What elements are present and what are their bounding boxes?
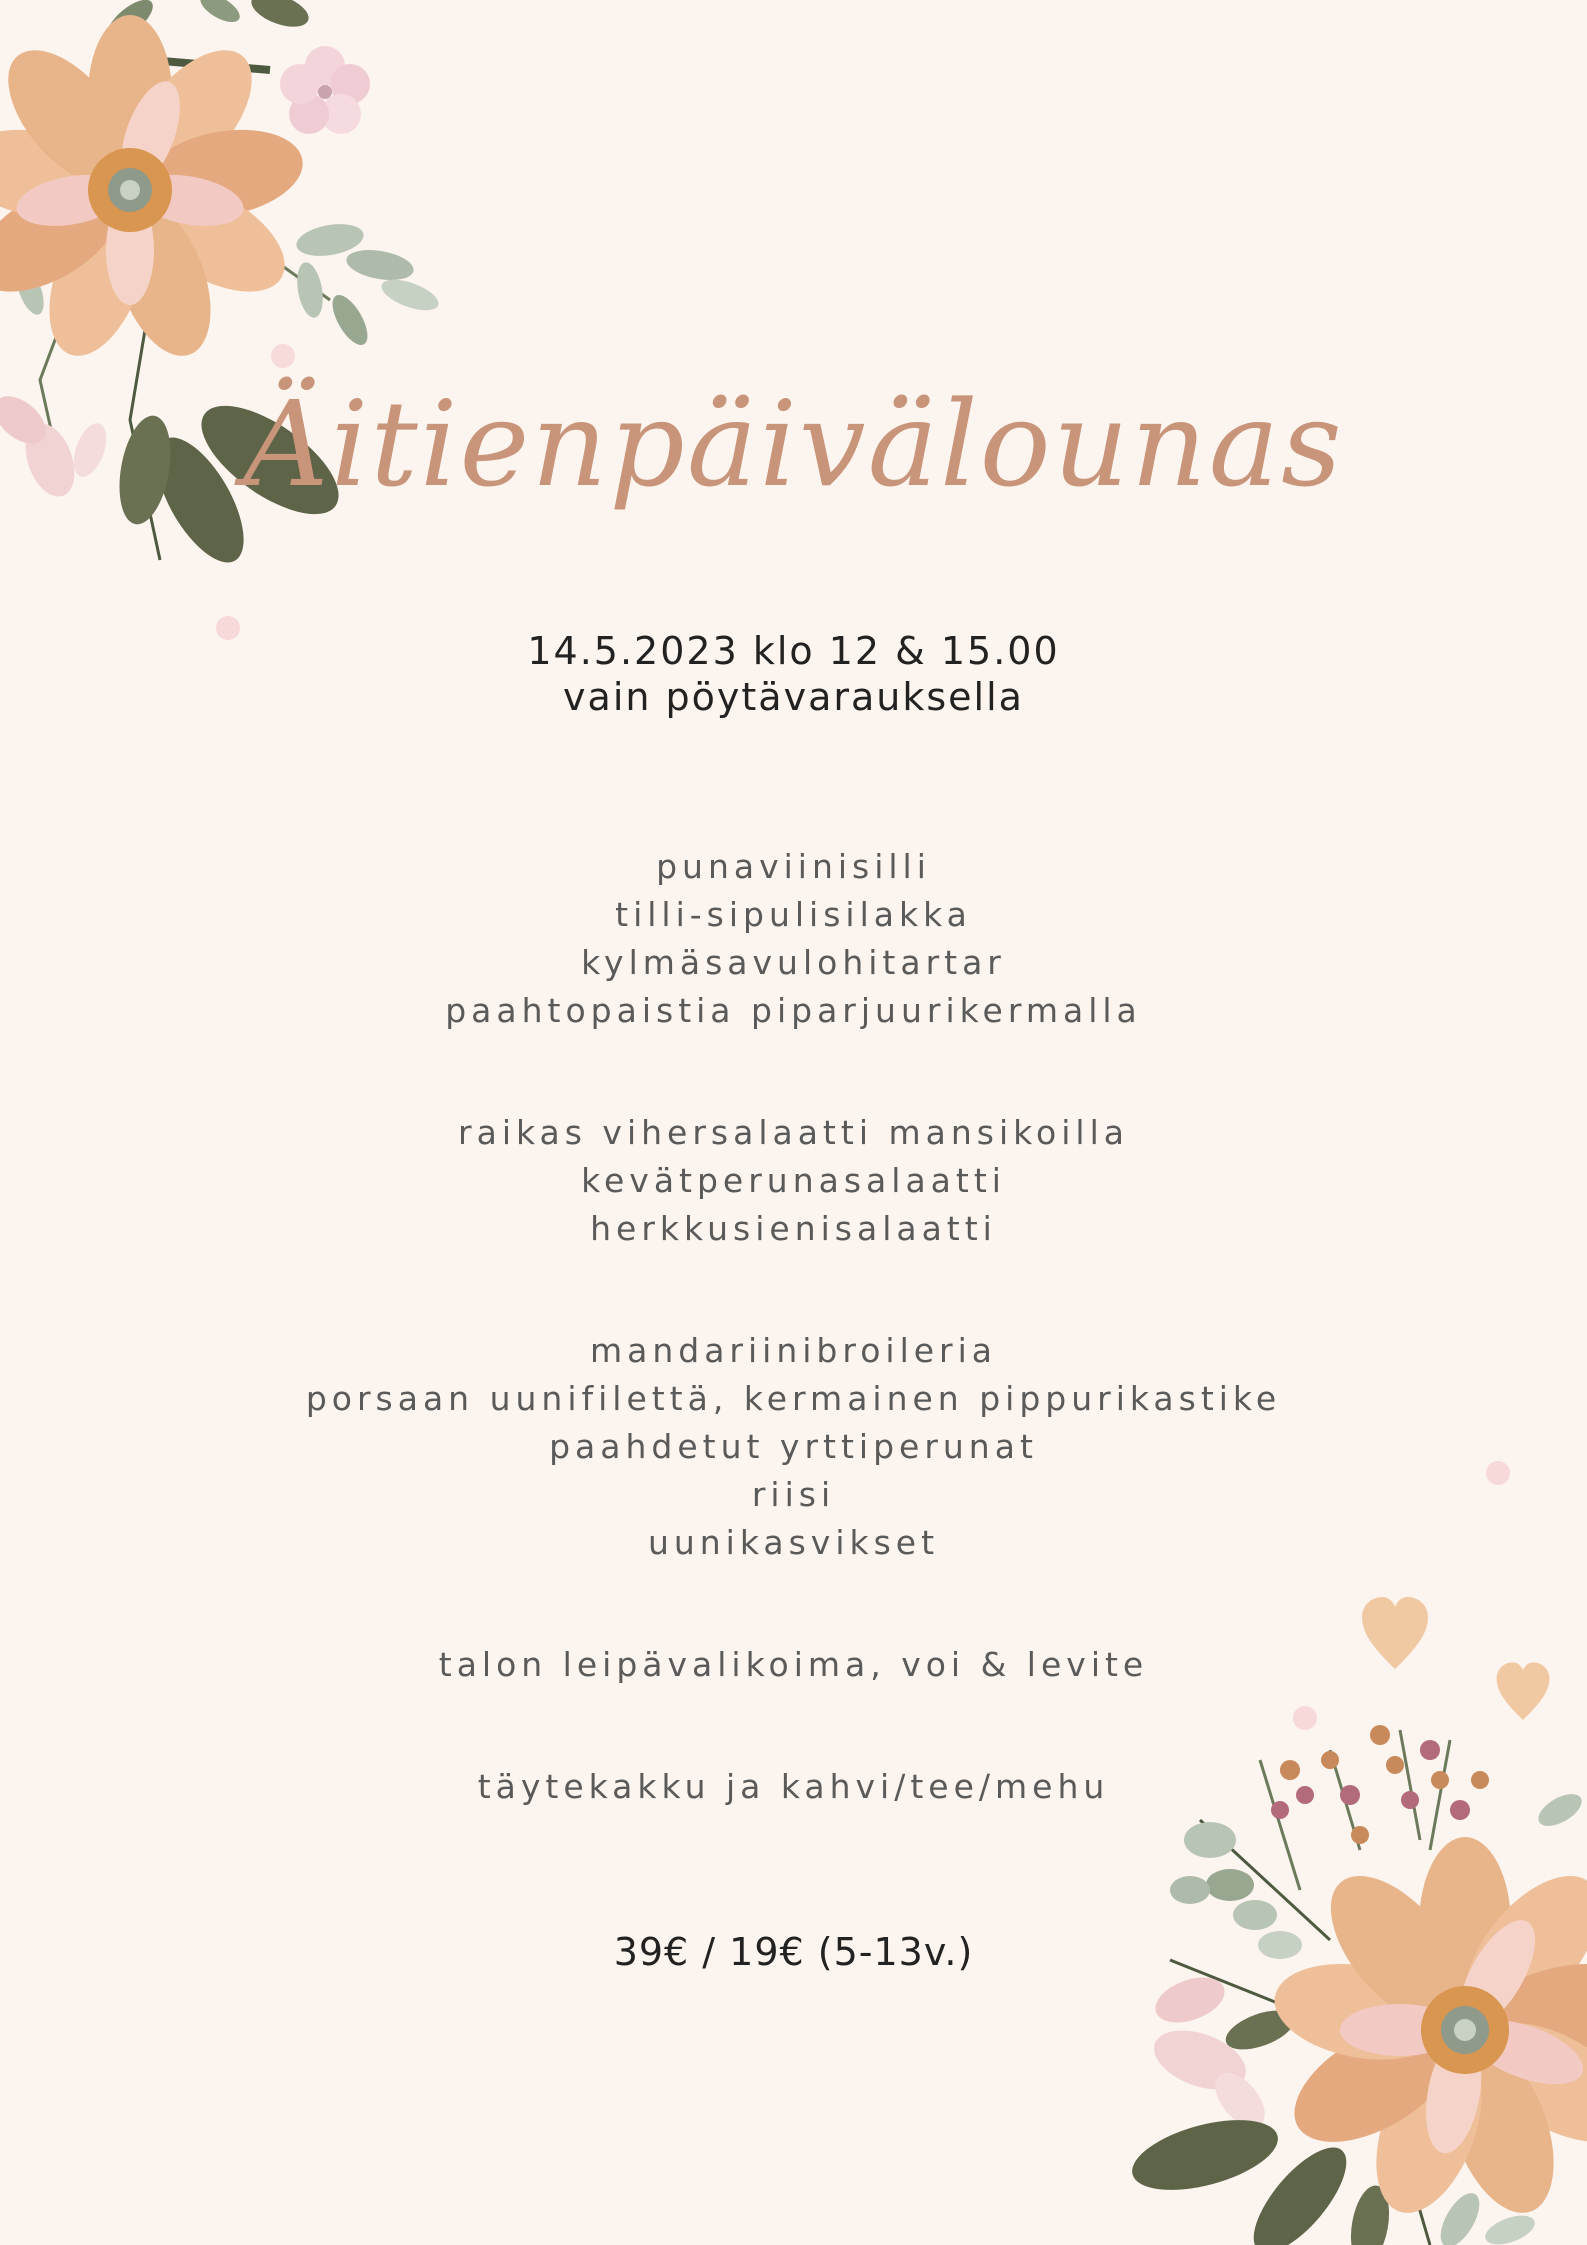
menu-item: mandariinibroileria [589, 1331, 998, 1370]
menu-item: kylmäsavulohitartar [581, 943, 1006, 982]
event-info [0, 628, 1587, 720]
menu-item: uunikasvikset [647, 1523, 940, 1562]
menu-item: riisi [751, 1475, 836, 1514]
reservation-note: vain pöytävarauksella [563, 675, 1024, 719]
page-title: Äitienpäivälounas [243, 375, 1344, 513]
menu-item: paahtopaistia piparjuurikermalla [445, 991, 1142, 1030]
menu-item: porsaan uunifilettä, kermainen pippurikastike [305, 1379, 1282, 1418]
menu-group-salads [0, 1109, 1587, 1253]
menu-group-starters [0, 843, 1587, 1035]
menu-item: herkkusienisalaatti [590, 1209, 997, 1248]
menu-item: raikas vihersalaatti mansikoilla [458, 1113, 1129, 1152]
menu-item: täytekakku ja kahvi/tee/mehu [477, 1767, 1110, 1806]
menu-item: punaviinisilli [656, 847, 931, 886]
menu-item: talon leipävalikoima, voi & levite [438, 1645, 1149, 1684]
price: 39€ / 19€ (5-13v.) [613, 1930, 974, 1974]
event-date-time: 14.5.2023 klo 12 & 15.00 [527, 629, 1060, 673]
menu-group-bread [0, 1641, 1587, 1689]
menu [0, 843, 1587, 1885]
menu-group-dessert [0, 1763, 1587, 1811]
menu-item: paahdetut yrttiperunat [549, 1427, 1038, 1466]
menu-item: kevätperunasalaatti [581, 1161, 1006, 1200]
menu-group-mains [0, 1327, 1587, 1567]
menu-item: tilli-sipulisilakka [615, 895, 972, 934]
